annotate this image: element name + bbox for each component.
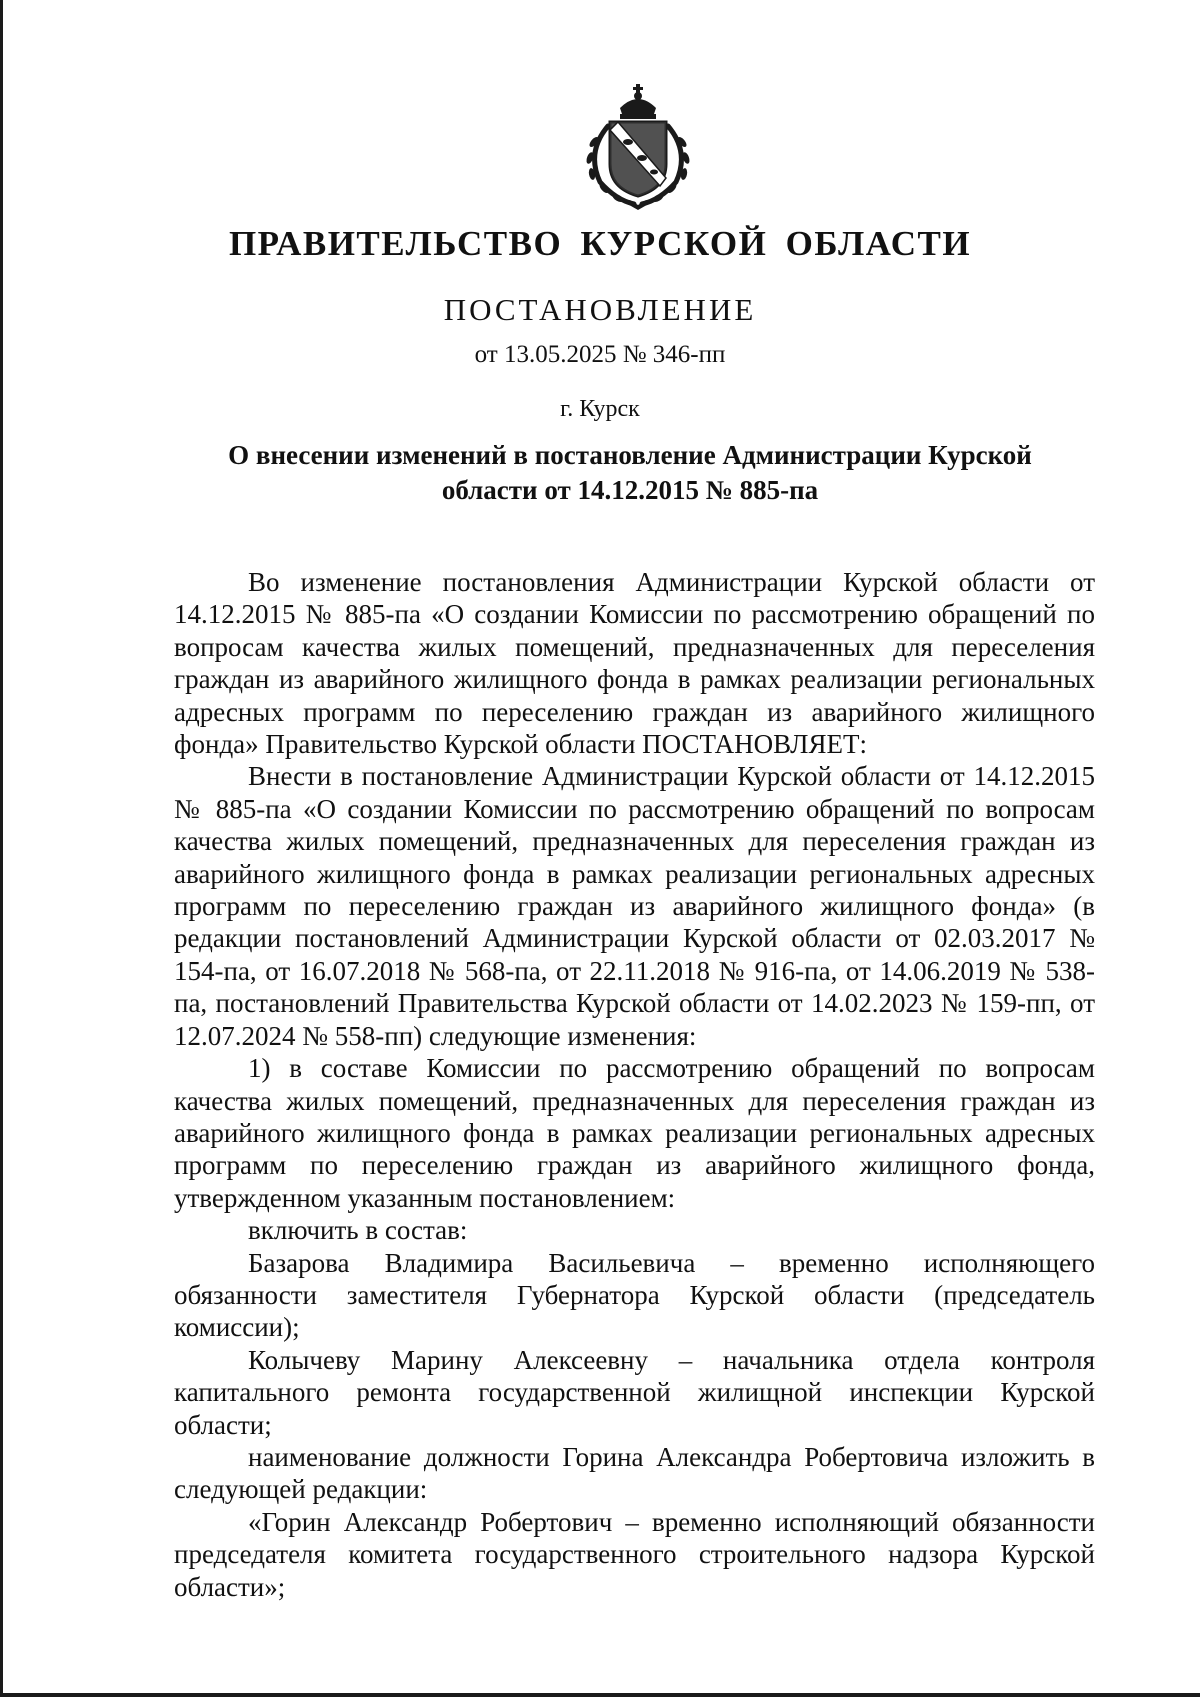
body-paragraph: Во изменение постановления Администрации Курской области от 14.12.2015 № 885-па «О создании Комиссии по рассмотрению обращений по вопросам качества жилых помещений, предназначенных для переселения граждан из аварийного жилищного фонда в рамках реализации региональных адресных программ по переселению граждан из аварийного жилищного фонда» Правительство Курской области ПОСТАНОВЛЯЕТ: xyxy=(174,567,1095,760)
body-paragraph: наименование должности Горина Александра Робертовича изложить в следующей редакции: xyxy=(174,1441,1095,1505)
scan-edge-bottom xyxy=(0,1693,1200,1697)
body-paragraph: 1) в составе Комиссии по рассмотрению обращений по вопросам качества жилых помещений, предназначенных для переселения граждан из аварийного жилищного фонда в рамках реализации региональных адресных программ по переселению граждан из аварийного жилищного фонда, утвержденном указанным постановлением: xyxy=(174,1053,1095,1213)
document-type: ПОСТАНОВЛЕНИЕ xyxy=(443,292,757,327)
document-city: г. Курск xyxy=(560,396,640,422)
body-paragraph: Внести в постановление Администрации Курской области от 14.12.2015 № 885-па «О создании Комиссии по рассмотрению обращений по вопросам качества жилых помещений, предназначенных для переселения граждан из аварийного жилищного фонда в рамках реализации региональных адресных программ по переселению граждан из аварийного жилищного фонда» (в редакции постановлений Администрации Курской области от 02.03.2017 № 154-па, от 16.07.2018 № 568-па, от 22.11.2018 № 916-па, от 14.06.2019 № 538-па, постановлений Правительства Курской области от 14.02.2023 № 159-пп, от 12.07.2024 № 558-пп) следующие изменения: xyxy=(174,761,1095,1051)
document-date-number: от 13.05.2025 № 346-пп xyxy=(474,341,726,368)
coat-of-arms-icon xyxy=(572,82,704,212)
government-name: ПРАВИТЕЛЬСТВО КУРСКОЙ ОБЛАСТИ xyxy=(228,224,972,263)
body-paragraph: Базарова Владимира Васильевича – временно исполняющего обязанности заместителя Губернатора Курской области (председатель комиссии); xyxy=(174,1247,1095,1343)
document-heading: О внесении изменений в постановление Администрации Курской области от 14.12.2015 № 885-па xyxy=(228,440,1032,505)
body-paragraph: включить в состав: xyxy=(248,1215,468,1246)
body-paragraph: Колычеву Марину Алексеевну – начальника отдела контроля капитального ремонта государственной жилищной инспекции Курской области; xyxy=(174,1344,1095,1440)
body-paragraph: «Горин Александр Робертович – временно исполняющий обязанности председателя комитета государственного строительного надзора Курской области»; xyxy=(174,1506,1095,1602)
document-body xyxy=(174,566,1095,1603)
